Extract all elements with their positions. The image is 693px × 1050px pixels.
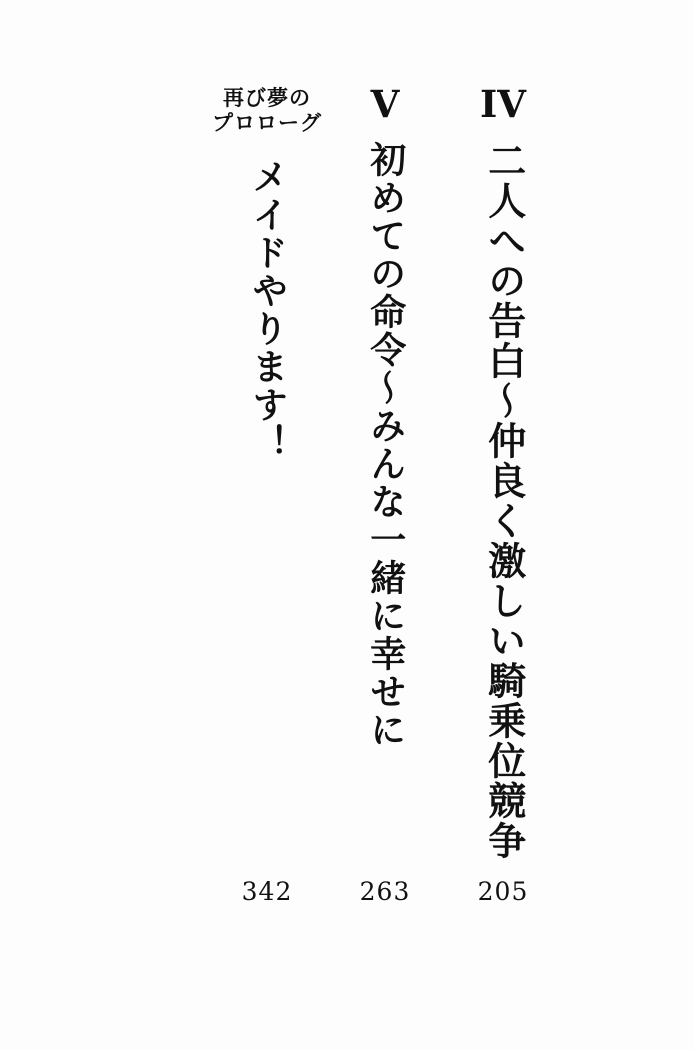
- toc-entry-number: V: [370, 82, 400, 126]
- toc-entry-title[interactable]: メイドやります！: [246, 157, 288, 462]
- toc-entry-page-number: 205: [477, 877, 529, 906]
- toc-entry-number: IV: [479, 82, 526, 126]
- toc-entry-5[interactable]: [343, 82, 427, 946]
- toc-entry-number: 再び夢の プロローグ: [212, 86, 322, 135]
- toc-entry-page-number: 263: [359, 877, 411, 906]
- toc-entry-title[interactable]: 二人への告白～仲良く激しい騎乗位競争: [481, 141, 526, 861]
- toc-entry-title[interactable]: 初めての命令～みんな一緒に幸せに: [364, 141, 406, 749]
- toc-entry-4[interactable]: [461, 82, 545, 946]
- toc-entry-page-number: 342: [241, 877, 293, 906]
- toc-entry-epilogue[interactable]: [212, 86, 322, 946]
